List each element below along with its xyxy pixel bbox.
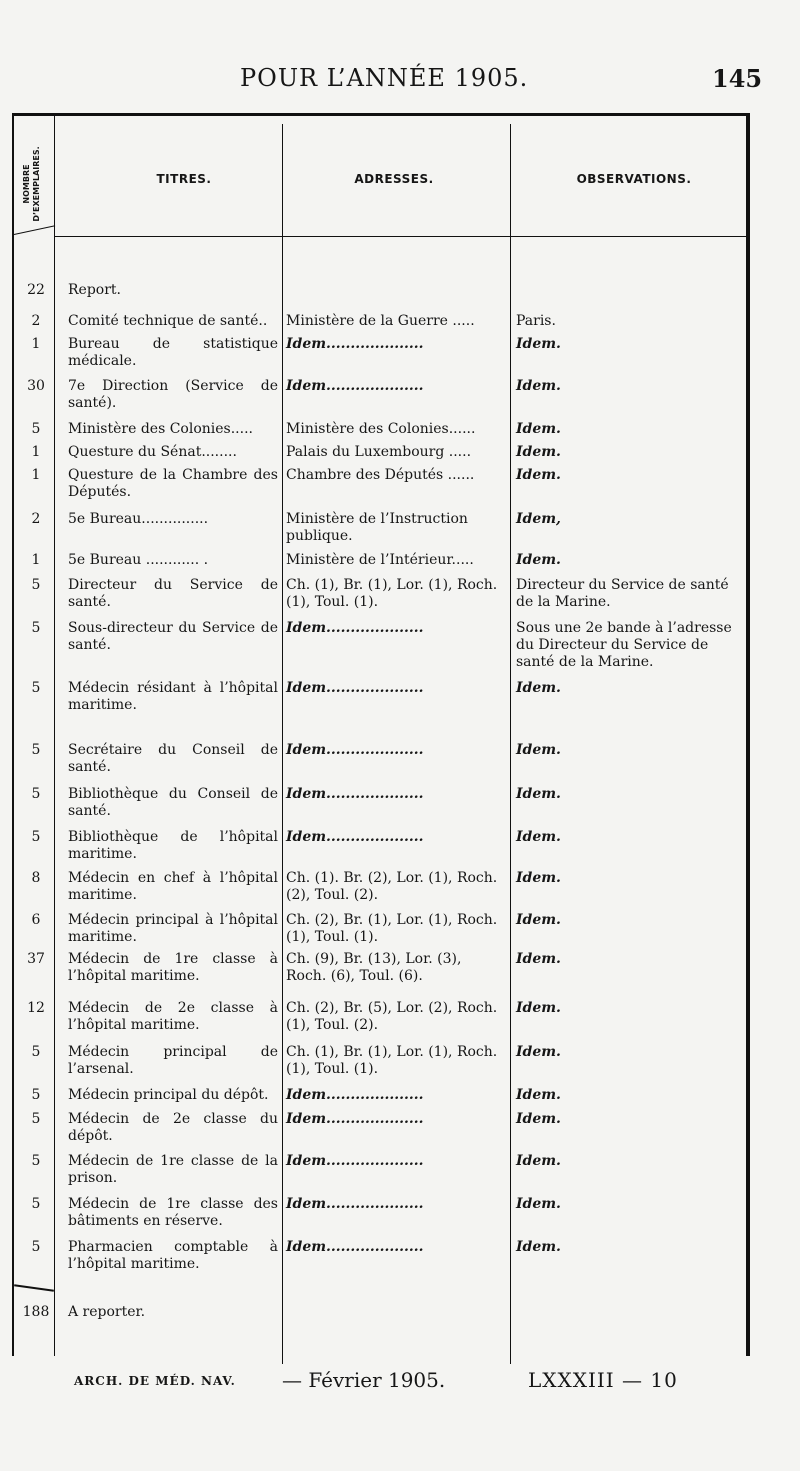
row-address: Idem.................... <box>286 742 424 758</box>
copies-count: 5 <box>31 786 41 802</box>
row-address: Ch. (2), Br. (5), Lor. (2), Roch. (1), Toul. (2). <box>286 1000 498 1033</box>
copies-count: 37 <box>27 951 45 967</box>
row-title: Questure de la Chambre des Députés. <box>68 467 278 500</box>
page-number: 145 <box>712 64 763 93</box>
row-observation: Idem. <box>516 1000 561 1016</box>
row-address: Idem.................... <box>286 620 424 636</box>
row-address: Ch. (9), Br. (13), Lor. (3), Roch. (6), Toul. (6). <box>286 951 462 984</box>
row-title: Médecin en chef à l’hôpital maritime. <box>68 870 278 903</box>
row-observation: Idem. <box>516 1196 561 1212</box>
copies-count: 188 <box>22 1304 50 1320</box>
row-title: Bibliothèque du Conseil de santé. <box>68 786 278 819</box>
row-observation: Idem. <box>516 786 561 802</box>
row-observation: Idem, <box>516 511 561 527</box>
row-address: Ministère des Colonies...... <box>286 421 476 437</box>
copies-count: 30 <box>27 378 45 394</box>
row-address: Idem.................... <box>286 1111 424 1127</box>
column-divider <box>510 124 511 1364</box>
row-observation: Idem. <box>516 870 561 886</box>
copies-count: 5 <box>31 1196 41 1212</box>
row-title: Directeur du Service de santé. <box>68 577 278 610</box>
copies-count: 5 <box>31 1111 41 1127</box>
row-observation: Idem. <box>516 552 561 568</box>
copies-count: 5 <box>31 421 41 437</box>
copies-count: 5 <box>31 620 41 636</box>
page-footer <box>0 1366 800 1396</box>
row-title: Médecin de 2e classe du dépôt. <box>68 1111 278 1144</box>
row-observation: Paris. <box>516 313 556 329</box>
row-observation: Idem. <box>516 336 561 352</box>
row-address: Ch. (1), Br. (1), Lor. (1), Roch. (1), Toul. (1). <box>286 1044 498 1077</box>
signature-mark: LXXXIII — 10 <box>528 1368 678 1392</box>
row-address: Ministère de la Guerre ..... <box>286 313 475 329</box>
titles-column-header: TITRES. <box>156 172 212 186</box>
journal-name: ARCH. DE MÉD. NAV. <box>74 1374 236 1388</box>
observations-column-header: OBSERVATIONS. <box>576 172 692 186</box>
row-title: Médecin de 1re classe à l’hôpital maritime. <box>68 951 278 984</box>
row-title: Bureau de statistique médicale. <box>68 336 278 369</box>
row-observation: Idem. <box>516 421 561 437</box>
row-address: Idem.................... <box>286 1087 424 1103</box>
row-observation: Idem. <box>516 444 561 460</box>
copies-count: 1 <box>31 552 41 568</box>
row-title: Médecin de 2e classe à l’hôpital maritime. <box>68 1000 278 1033</box>
row-title: Comité technique de santé.. <box>68 313 268 329</box>
row-title: 5e Bureau ............ . <box>68 552 209 568</box>
row-address: Ch. (2), Br. (1), Lor. (1), Roch. (1), Toul. (1). <box>286 912 498 945</box>
row-title: Report. <box>68 282 121 298</box>
row-observation: Idem. <box>516 1111 561 1127</box>
row-address: Palais du Luxembourg ..... <box>286 444 472 460</box>
row-address: Ministère de l’Intérieur..... <box>286 552 474 568</box>
row-address: Idem.................... <box>286 786 424 802</box>
row-observation: Idem. <box>516 912 561 928</box>
addresses-column-header: ADRESSES. <box>354 172 434 186</box>
copies-count: 5 <box>31 829 41 845</box>
copies-count: 1 <box>31 336 41 352</box>
row-address: Chambre des Députés ...... <box>286 467 475 483</box>
row-title: Médecin principal du dépôt. <box>68 1087 269 1103</box>
row-observation: Idem. <box>516 467 561 483</box>
page-header <box>0 62 800 96</box>
row-observation: Idem. <box>516 1087 561 1103</box>
row-title: 7e Direction (Service de santé). <box>68 378 278 411</box>
row-title: Secrétaire du Conseil de santé. <box>68 742 278 775</box>
row-title: Médecin résidant à l’hôpital maritime. <box>68 680 278 713</box>
row-address: Ch. (1), Br. (1), Lor. (1), Roch. (1), Toul. (1). <box>286 577 498 610</box>
copies-count: 5 <box>31 1087 41 1103</box>
row-title: Pharmacien comptable à l’hôpital maritime. <box>68 1239 278 1272</box>
issue-date: — Février 1905. <box>282 1368 446 1392</box>
copies-count: 5 <box>31 577 41 593</box>
copies-count: 5 <box>31 680 41 696</box>
copies-count: 2 <box>31 313 41 329</box>
row-title: Sous-directeur du Service de santé. <box>68 620 278 653</box>
row-address: Idem.................... <box>286 829 424 845</box>
row-observation: Directeur du Service de santé de la Marine. <box>516 577 729 610</box>
row-title: Médecin de 1re classe des bâtiments en réserve. <box>68 1196 278 1229</box>
row-observation: Idem. <box>516 680 561 696</box>
header-rule <box>54 236 746 237</box>
row-observation: Sous une 2e bande à l’adresse du Directeur du Service de santé de la Marine. <box>516 620 732 670</box>
row-title: Médecin de 1re classe de la prison. <box>68 1153 278 1186</box>
row-address: Idem.................... <box>286 1239 424 1255</box>
copies-count: 8 <box>31 870 41 886</box>
row-address: Ch. (1). Br. (2), Lor. (1), Roch. (2), Toul. (2). <box>286 870 498 903</box>
row-observation: Idem. <box>516 378 561 394</box>
row-observation: Idem. <box>516 951 561 967</box>
copies-count: 5 <box>31 1239 41 1255</box>
row-address: Idem.................... <box>286 680 424 696</box>
running-title: POUR L’ANNÉE 1905. <box>240 64 529 92</box>
copies-count: 5 <box>31 1044 41 1060</box>
row-address: Idem.................... <box>286 1196 424 1212</box>
row-title: 5e Bureau............... <box>68 511 209 527</box>
row-title: Médecin principal à l’hôpital maritime. <box>68 912 278 945</box>
row-title: Médecin principal de l’arsenal. <box>68 1044 278 1077</box>
row-title: Ministère des Colonies..... <box>68 421 253 437</box>
copies-count: 6 <box>31 912 41 928</box>
copies-count: 5 <box>31 742 41 758</box>
row-observation: Idem. <box>516 742 561 758</box>
row-title: A reporter. <box>68 1304 146 1320</box>
row-observation: Idem. <box>516 1044 561 1060</box>
row-address: Idem.................... <box>286 1153 424 1169</box>
row-observation: Idem. <box>516 1239 561 1255</box>
count-column-header: NOMBRE D’EXEMPLAIRES. <box>22 146 41 222</box>
copies-count: 12 <box>27 1000 45 1016</box>
copies-count: 5 <box>31 1153 41 1169</box>
row-title: Bibliothèque de l’hôpital maritime. <box>68 829 278 862</box>
row-observation: Idem. <box>516 829 561 845</box>
copies-count: 1 <box>31 444 41 460</box>
copies-count: 1 <box>31 467 41 483</box>
copies-count: 2 <box>31 511 41 527</box>
row-address: Idem.................... <box>286 336 424 352</box>
row-address: Idem.................... <box>286 378 424 394</box>
copies-count: 22 <box>27 282 45 298</box>
row-observation: Idem. <box>516 1153 561 1169</box>
column-divider <box>54 116 55 1356</box>
row-address: Ministère de l’Instruction publique. <box>286 511 468 544</box>
row-title: Questure du Sénat........ <box>68 444 237 460</box>
column-divider <box>282 124 283 1364</box>
